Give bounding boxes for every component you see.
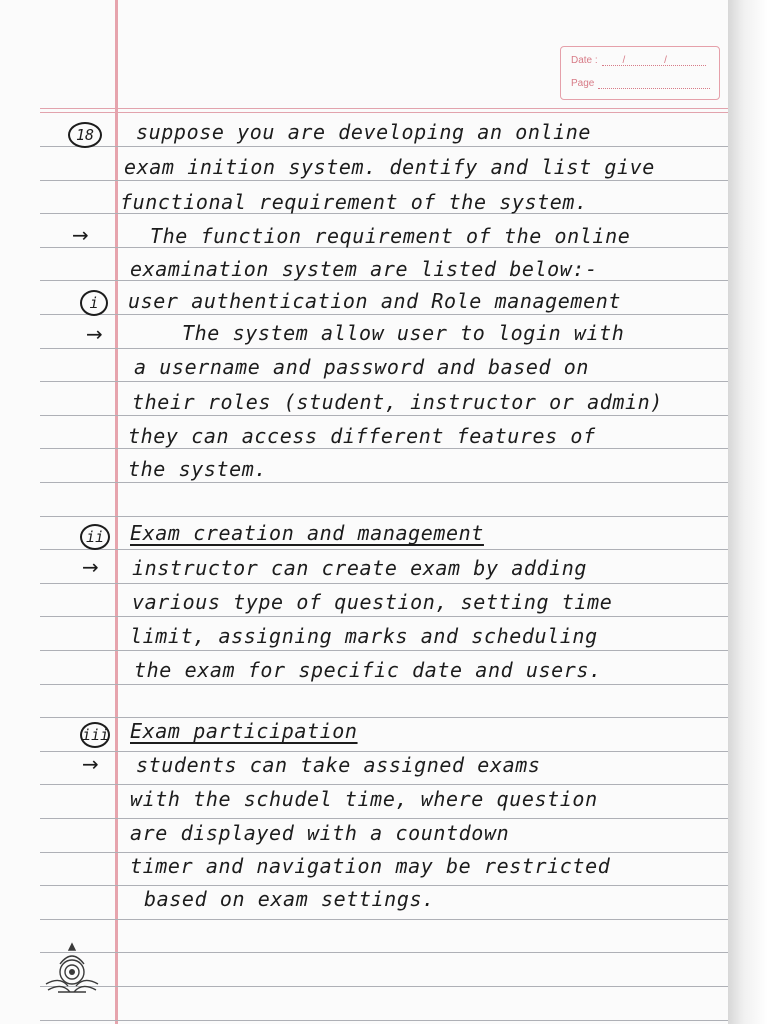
- ruled-line: [40, 415, 728, 416]
- ruled-line: [40, 751, 728, 752]
- answer-arrow: →: [72, 223, 89, 247]
- ruled-line: [40, 482, 728, 483]
- ruled-line: [40, 852, 728, 853]
- date-value: / /: [602, 56, 706, 66]
- section-1-arrow: →: [86, 322, 103, 346]
- section-2-arrow: →: [82, 555, 99, 579]
- page-row: [571, 78, 710, 89]
- section-3-title: Exam participation: [130, 719, 358, 743]
- answer-intro-line-2: examination system are listed below:-: [130, 257, 598, 281]
- ruled-line: [40, 448, 728, 449]
- section-3-line-3: are displayed with a countdown: [130, 821, 510, 845]
- answer-intro-line-1: The function requirement of the online: [150, 224, 631, 248]
- section-3-line-4: timer and navigation may be restricted: [130, 854, 611, 878]
- ruled-line: [40, 818, 728, 819]
- page-number-field: [598, 79, 710, 89]
- header-rule: [40, 108, 728, 109]
- section-2-line-3: limit, assigning marks and scheduling: [130, 624, 598, 648]
- section-1-line-2: a username and password and based on: [134, 355, 590, 379]
- section-1-title: user authentication and Role management: [128, 289, 621, 313]
- section-3-line-1: students can take assigned exams: [136, 753, 541, 777]
- section-2-number: ii: [80, 524, 110, 550]
- section-2-title: Exam creation and management: [130, 521, 484, 545]
- page-edge-shadow: [728, 0, 768, 1024]
- header-rule: [40, 112, 728, 113]
- margin-line: [115, 0, 118, 1024]
- ruled-line: [40, 583, 728, 584]
- seal-emblem-icon: [40, 940, 104, 996]
- ruled-line: [40, 180, 728, 181]
- question-line-2: exam inition system. dentify and list give: [124, 155, 655, 179]
- ruled-line: [40, 919, 728, 920]
- ruled-line: [40, 549, 728, 550]
- ruled-line: [40, 348, 728, 349]
- section-1-line-1: The system allow user to login with: [182, 321, 625, 345]
- ruled-line: [40, 650, 728, 651]
- page-label: Page: [571, 78, 595, 89]
- ruled-line: [40, 952, 728, 953]
- ruled-line: [40, 381, 728, 382]
- section-3-line-2: with the schudel time, where question: [130, 787, 598, 811]
- section-1-line-5: the system.: [128, 457, 268, 481]
- date-row: [571, 55, 706, 66]
- question-line-3: functional requirement of the system.: [120, 190, 588, 214]
- section-1-line-3: their roles (student, instructor or admin): [132, 390, 663, 414]
- ruled-line: [40, 717, 728, 718]
- ruled-line: [40, 516, 728, 517]
- question-line-1: suppose you are developing an online: [136, 120, 592, 144]
- section-2-line-2: various type of question, setting time: [132, 590, 613, 614]
- ruled-line: [40, 986, 728, 987]
- ruled-line: [40, 684, 728, 685]
- section-3-arrow: →: [82, 752, 99, 776]
- ruled-line: [40, 146, 728, 147]
- question-number: 18: [68, 122, 102, 148]
- ruled-line: [40, 1020, 728, 1021]
- section-2-line-4: the exam for specific date and users.: [134, 658, 602, 682]
- ruled-line: [40, 616, 728, 617]
- ruled-line: [40, 784, 728, 785]
- ruled-line: [40, 885, 728, 886]
- section-2-line-1: instructor can create exam by adding: [132, 556, 588, 580]
- section-1-number: i: [80, 290, 108, 316]
- ruled-line: [40, 314, 728, 315]
- section-1-line-4: they can access different features of: [128, 424, 596, 448]
- date-label: Date :: [571, 55, 598, 66]
- section-3-number: iii: [80, 722, 110, 748]
- section-3-line-5: based on exam settings.: [144, 887, 435, 911]
- date-page-box: [560, 46, 720, 100]
